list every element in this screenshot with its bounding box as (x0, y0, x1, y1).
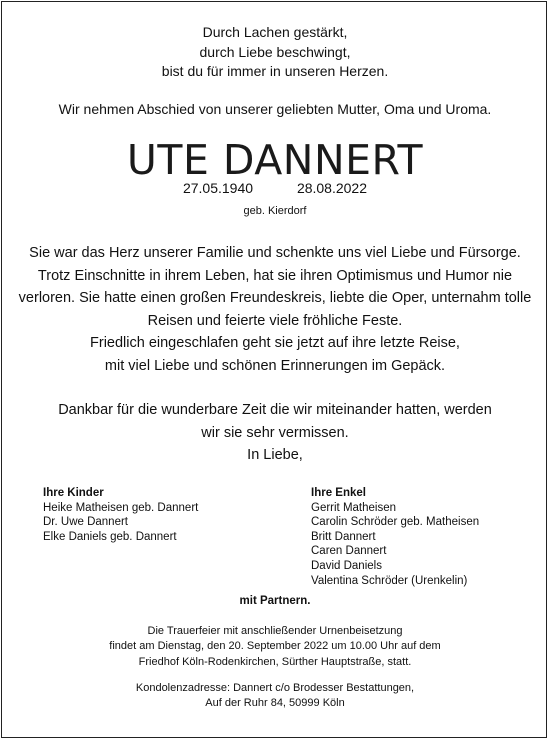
poem-line: durch Liebe beschwingt, (199, 43, 351, 60)
poem (0, 23, 550, 82)
ceremony-line: Die Trauerfeier mit anschließender Urnenbeisetzung (147, 625, 403, 637)
list-item: Gerrit Matheisen (311, 501, 397, 514)
tribute-line: mit viel Liebe und schönen Erinnerungen im Gepäck. (104, 357, 446, 374)
list-item: Carolin Schröder geb. Matheisen (311, 516, 480, 529)
tribute-line: Trotz Einschnitte in ihrem Leben, hat sie ihren Optimismus und Humor nie (37, 267, 513, 284)
condolence-address (0, 681, 550, 712)
address-line: Auf der Ruhr 84, 50999 Köln (205, 697, 345, 710)
list-item: Britt Dannert (311, 530, 376, 543)
birth-date: 27.05.1940 (182, 180, 254, 196)
children-list (43, 486, 198, 544)
ceremony-info (0, 624, 550, 670)
tribute-line: verloren. Sie hatte einen großen Freundeskreis, liebte die Oper, unternahm tolle (18, 290, 532, 307)
children-heading: Ihre Kinder (43, 487, 104, 499)
deceased-name: UTE DANNERT (126, 136, 424, 184)
grandchildren-heading: Ihre Enkel (311, 487, 366, 499)
tribute-line: Friedlich eingeschlafen geht sie jetzt auf ihre letzte Reise, (90, 335, 460, 352)
thanks-line: In Liebe, (247, 447, 303, 464)
tribute-line: Reisen und feierte viele fröhliche Feste. (147, 312, 403, 329)
list-item: Caren Dannert (311, 545, 387, 558)
thanks-line: Dankbar für die wunderbare Zeit die wir miteinander hatten, werden (58, 402, 492, 418)
list-item: Elke Daniels geb. Dannert (43, 530, 177, 543)
poem-line: bist du für immer in unseren Herzen. (161, 63, 389, 79)
poem-line: Durch Lachen gestärkt, (202, 24, 348, 40)
thanks-line: wir sie sehr vermissen. (201, 424, 349, 441)
ceremony-line: Friedhof Köln-Rodenkirchen, Sürther Hauptstraße, statt. (138, 655, 412, 668)
death-date: 28.08.2022 (296, 180, 368, 196)
list-item: David Daniels (311, 559, 382, 572)
list-item: Dr. Uwe Dannert (43, 516, 129, 529)
partners-note: mit Partnern. (239, 595, 311, 607)
life-dates (0, 180, 550, 196)
grandchildren-list (311, 486, 479, 588)
list-item: Heike Matheisen geb. Dannert (43, 501, 199, 514)
thanks-text (0, 399, 550, 467)
ceremony-line: findet am Dienstag, den 20. September 2022 um 10.00 Uhr auf dem (109, 640, 441, 653)
intro-text: Wir nehmen Abschied von unserer geliebten Mutter, Oma und Uroma. (58, 101, 492, 117)
list-item: Valentina Schröder (Urenkelin) (311, 574, 468, 587)
tribute-text (0, 242, 550, 378)
maiden-name: geb. Kierdorf (243, 205, 307, 217)
address-line: Kondolenzadresse: Dannert c/o Brodesser Bestattungen, (135, 682, 415, 694)
tribute-line: Sie war das Herz unserer Familie und schenkte uns viel Liebe und Fürsorge. (29, 245, 521, 261)
